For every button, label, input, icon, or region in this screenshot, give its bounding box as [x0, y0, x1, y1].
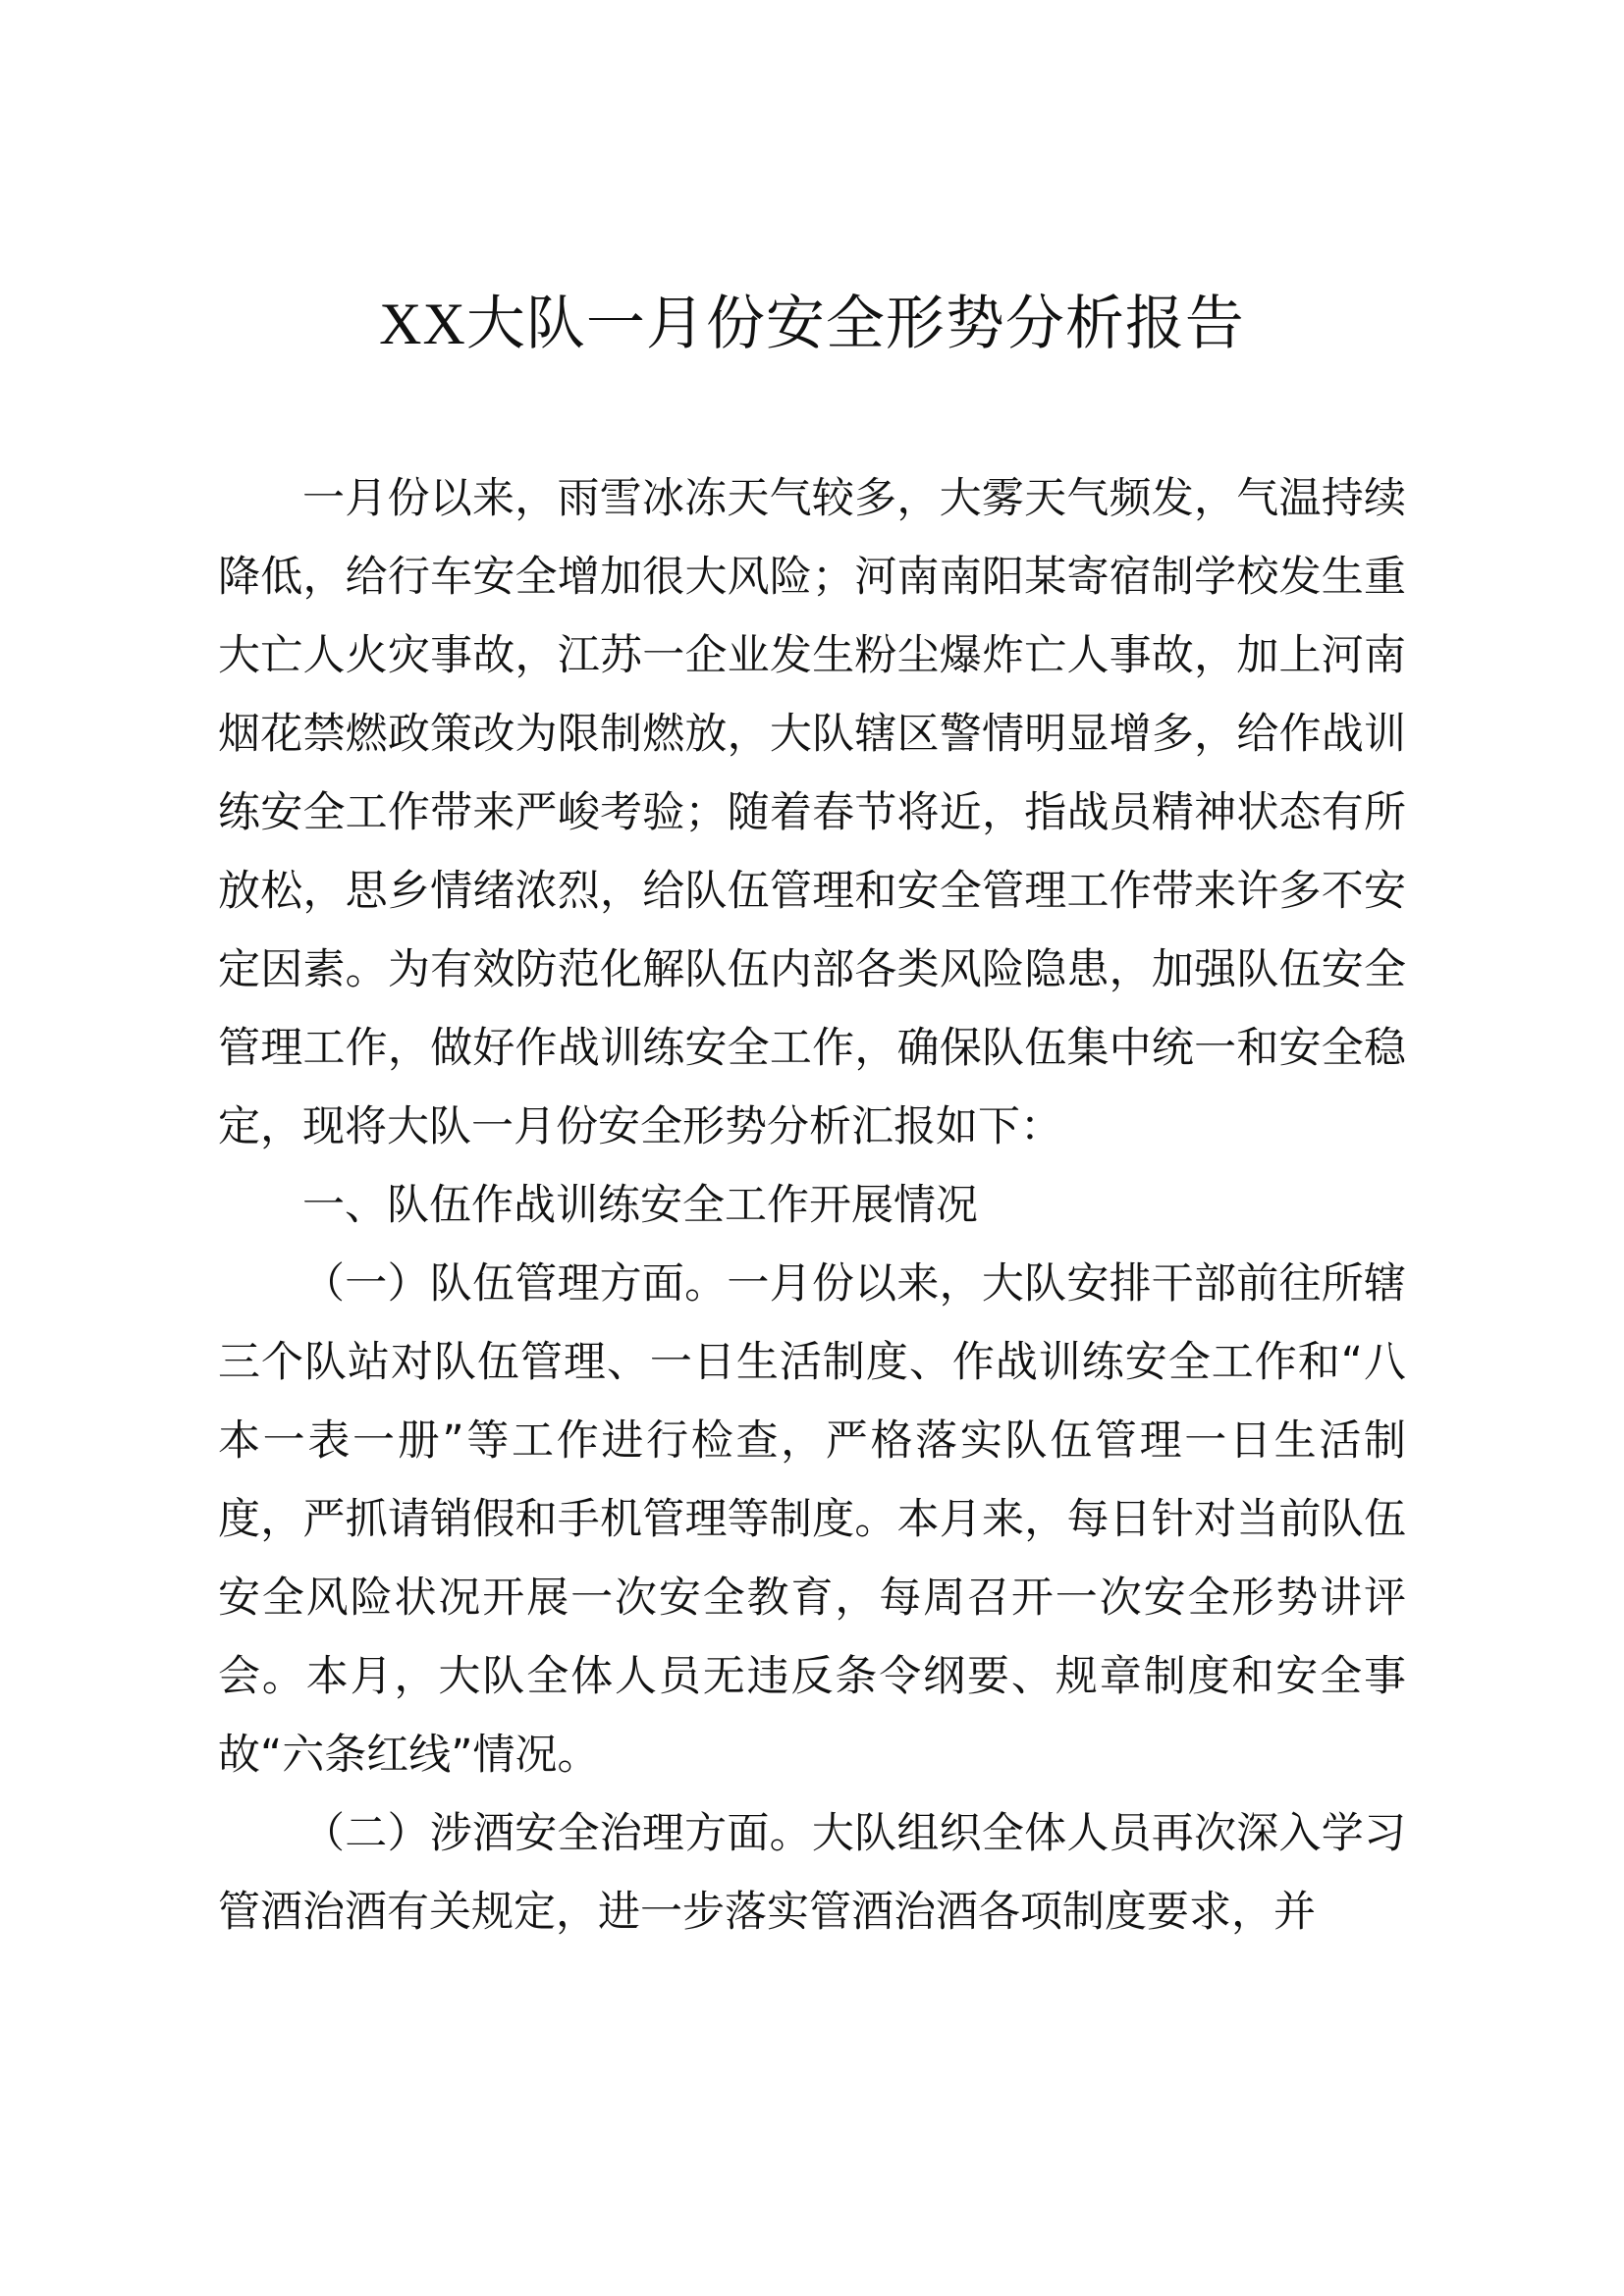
title-text: 大队一月份安全形势分析报告	[465, 290, 1245, 358]
subsection-team-management: （一）队伍管理方面。一月份以来，大队安排干部前往所辖三个队站对队伍管理、一日生活制度、作战训练安全工作和“八本一表一册”等工作进行检查，严格落实队伍管理一日生活制度，严抓请销假和手机管理等制度。本月来，每日针对当前队伍安全风险状况开展一次安全教育，每周召开一次安全形势讲评会。本月，大队全体人员无违反条令纲要、规章制度和安全事故“六条红线”情况。	[218, 1259, 1406, 1780]
document-title	[0, 285, 1624, 363]
intro-paragraph: 一月份以来，雨雪冰冻天气较多，大雾天气频发，气温持续降低，给行车安全增加很大风险；河南南阳某寄宿制学校发生重大亡人火灾事故，江苏一企业发生粉尘爆炸亡人事故，加上河南烟花禁燃政策改为限制燃放，大队辖区警情明显增多，给作战训练安全工作带来严峻考验；随着春节将近，指战员精神状态有所放松，思乡情绪浓烈，给队伍管理和安全管理工作带来许多不安定因素。为有效防范化解队伍内部各类风险隐患，加强队伍安全管理工作，做好作战训练安全工作，确保队伍集中统一和安全稳定，现将大队一月份安全形势分析汇报如下：	[218, 474, 1406, 1151]
subsection-alcohol-safety: （二）涉酒安全治理方面。大队组织全体人员再次深入学习管酒治酒有关规定，进一步落实管酒治酒各项制度要求，并	[218, 1809, 1406, 1937]
document-body	[218, 459, 1406, 1951]
title-prefix: XX	[379, 292, 466, 356]
section-heading-1: 一、队伍作战训练安全工作开展情况	[302, 1181, 978, 1230]
